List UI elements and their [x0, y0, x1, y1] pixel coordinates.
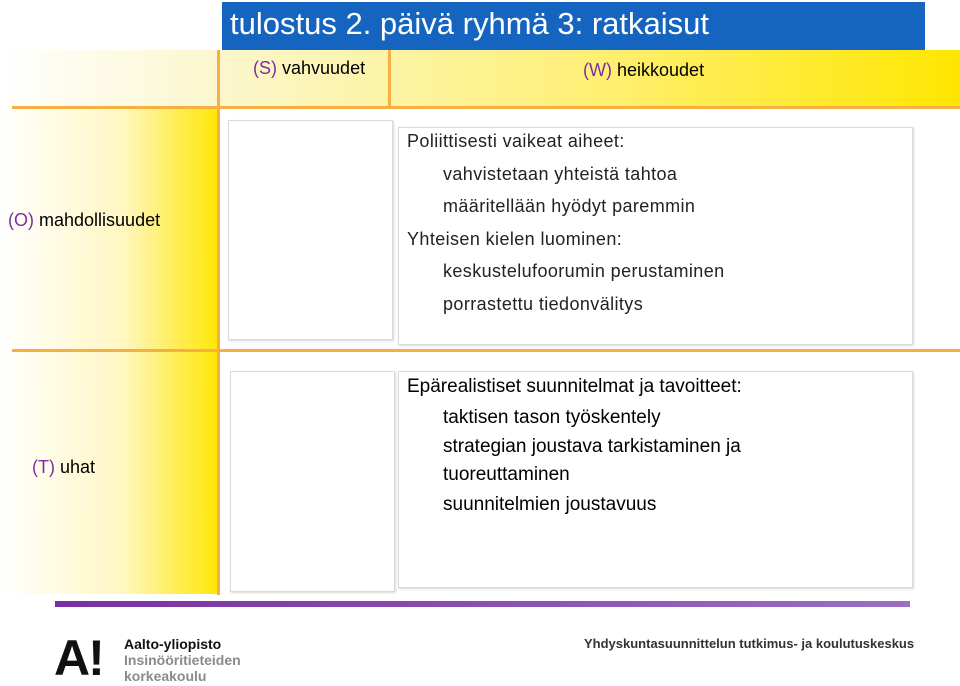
cell-strengths-opportunities: [228, 120, 393, 340]
cell-line: Poliittisesti vaikeat aiheet:: [407, 131, 625, 151]
footer-rule: [55, 601, 910, 607]
logo-line: Insinööritieteiden: [124, 652, 241, 668]
threats-text: uhat: [60, 457, 96, 477]
logo-line: korkeakoulu: [124, 668, 207, 684]
page-title: tulostus 2. päivä ryhmä 3: ratkaisut: [230, 6, 710, 41]
grid-line-left: [217, 50, 220, 595]
cell-weaknesses-threats: [398, 371, 913, 588]
strengths-code: (S): [253, 58, 277, 78]
header-band: [0, 50, 960, 106]
strengths-text: vahvuudet: [282, 58, 366, 78]
opportunities-code: (O): [8, 210, 34, 230]
weaknesses-code: (W): [583, 60, 612, 80]
footer-org-text: Yhdyskuntasuunnittelun tutkimus- ja koulutuskeskus: [584, 636, 915, 651]
strengths-label: [253, 58, 365, 79]
grid-line-header-divider: [388, 50, 391, 107]
cell-line: porrastettu tiedonvälitys: [443, 293, 644, 314]
grid-line-middle: [12, 349, 960, 352]
cell-line: määritellään hyödyt paremmin: [443, 196, 696, 216]
weaknesses-text: heikkoudet: [617, 60, 705, 80]
logo-line: Aalto-yliopisto: [124, 636, 222, 652]
title-bar: [222, 2, 925, 50]
cell-line: Yhteisen kielen luominen:: [407, 228, 623, 249]
opportunities-text: mahdollisuudet: [39, 210, 161, 230]
threats-label: [32, 457, 95, 478]
threats-code: (T): [32, 457, 55, 477]
cell-wt-text: [407, 371, 823, 520]
opportunities-label: [8, 210, 160, 231]
cell-line: keskustelufoorumin perustaminen: [443, 261, 725, 281]
aalto-logo-text: [124, 636, 241, 684]
cell-line: vahvistetaan yhteistä tahtoa: [443, 163, 678, 184]
aalto-logo-mark: A!: [54, 630, 103, 686]
cell-wo-text: [407, 125, 725, 320]
cell-weaknesses-opportunities: [398, 127, 913, 345]
cell-line: taktisen tason työskentely: [443, 407, 661, 428]
cell-strengths-threats: [230, 371, 395, 592]
cell-line: strategian joustava tarkistaminen ja tuoreuttaminen: [443, 436, 741, 485]
grid-line-top: [12, 106, 960, 109]
cell-line: suunnitelmien joustavuus: [443, 494, 657, 515]
weaknesses-label: [583, 60, 704, 81]
cell-line: Epärealistiset suunnitelmat ja tavoitteet:: [407, 376, 742, 397]
